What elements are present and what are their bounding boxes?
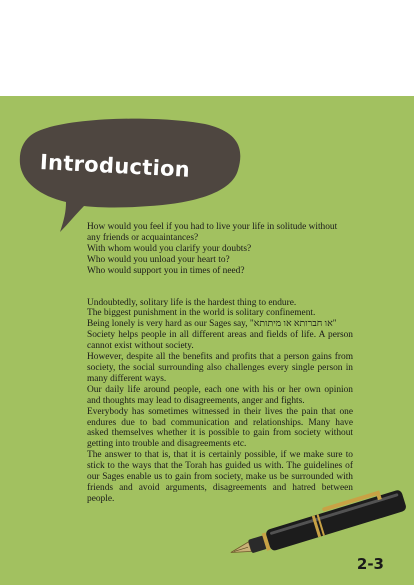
body-content: [87, 222, 353, 505]
question-4: Who would support you in times of need?: [87, 265, 245, 276]
section-gap: [87, 277, 353, 298]
question-3: Who would you unload your heart to?: [87, 254, 230, 265]
body-paragraph-1: Undoubtedly, solitary life is the hardest thing to endure.: [87, 297, 297, 308]
torn-paper-edge: [0, 70, 414, 92]
body-paragraph-2: The biggest punishment in the world is solitary confinement.: [87, 308, 316, 319]
page-title: Introduction: [39, 150, 191, 182]
question-2: With whom would you clarify your doubts?: [87, 243, 252, 254]
header-graphics: [0, 0, 414, 240]
body-paragraph-4: Society helps people in all different areas and fields of life. A person cannot exist without society.: [87, 330, 353, 352]
body-paragraph-3: Being lonely is very hard as our Sages say, "או חברותא או מיתותא": [87, 319, 337, 330]
body-paragraph-5: However, despite all the benefits and profits that a person gains from society, the social surrounding also challenges every single person in many different ways.: [87, 352, 353, 384]
body-paragraph-7: Everybody has sometimes witnessed in their lives the pain that one endures due to bad communication and relationships. Many have asked themselves whether it is possible to gain from society without getting into trouble and disagreements etc.: [87, 406, 353, 450]
question-1: How would you feel if you had to live your life in solitude without any friends or acquaintances?: [87, 222, 338, 243]
page-number: 2-3: [356, 555, 384, 573]
body-paragraph-6: Our daily life around people, each one with his or her own opinion and thoughts may lead to disagreements, anger and fights.: [87, 384, 353, 406]
body-paragraph-8: The answer to that is, that it is certainly possible, if we make sure to stick to the ways that the Torah has guided us with. The guidelines of our Sages enable us to gain from society, make us be surrounded with friends and avoid arguments, disagreements and hatred between people.: [87, 450, 353, 504]
fountain-pen-icon: [222, 488, 412, 558]
